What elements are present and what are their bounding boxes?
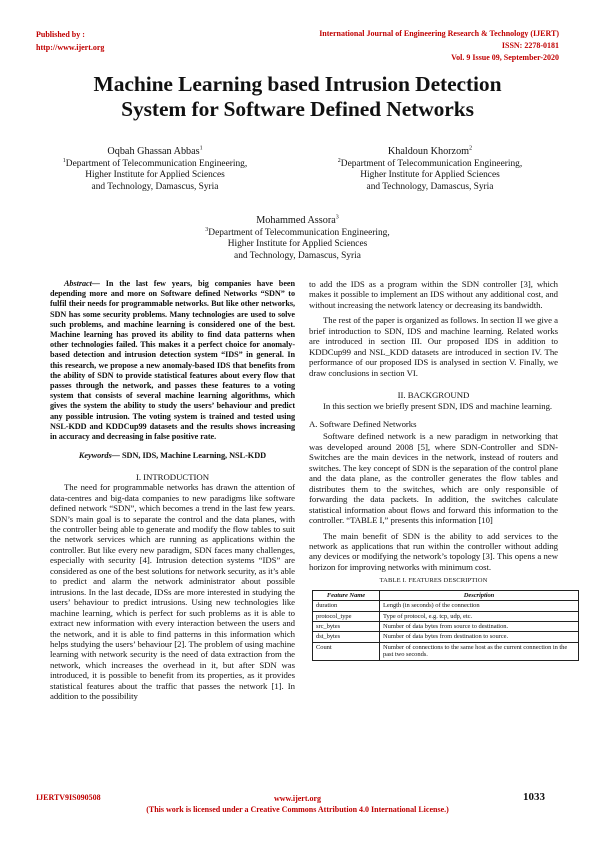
- table-row: [313, 622, 579, 632]
- right-paragraph-continued: to add the IDS as a program within the SDN controller [3], which makes it possible to implement an IDS without any additional cost, and without increasing the network latency or decreasing its bandwidth.: [309, 279, 558, 310]
- background-intro: In this section we briefly present SDN, IDS and machine learning.: [323, 400, 553, 411]
- affiliation-line: and Technology, Damascus, Syria: [366, 181, 494, 192]
- sdn-paragraph-1: Software defined network is a new paradigm in networking that was developed around 2008 [5], where SDN-Controller and SDN-Switches are the main devices in the network, instead of routers and switches. The key concept of SDN is the separation of the control plane and the data plane, as the controller generates the flow tables and distributes them to the switches, which are only responsible of forwarding the data packets. In addition, the switches calculate statistical information about flows and forward this information to the controller. “TABLE I,” presents this information [10]: [309, 431, 558, 526]
- features-table: [312, 590, 579, 661]
- abstract-label: Abstract—: [64, 279, 100, 288]
- author-sup: 2: [469, 145, 473, 152]
- table-header-row: [313, 590, 579, 600]
- affiliation-sup: 2: [337, 157, 341, 164]
- affiliation-line: Higher Institute for Applied Sciences: [85, 170, 225, 181]
- section-heading-background: II. BACKGROUND: [397, 390, 470, 401]
- table-cell: dst_bytes: [313, 632, 380, 642]
- footer-url[interactable]: www.ijert.org: [273, 794, 322, 803]
- organization-paragraph: The rest of the paper is organized as follows. In section II we give a brief introduction to SDN, IDS and machine learning. Related works are introduced in section III. Our proposed IDS in addition to KDDCup99 and NSL_KDD datasets are introduced in section IV. The performance of our proposed IDS is analysed in section V. Finally, we draw conclusions in section VI.: [309, 315, 558, 378]
- author-name: Oqbah Ghassan Abbas: [107, 146, 200, 157]
- page-number: 1033: [523, 791, 545, 803]
- author-block-2: [330, 146, 530, 193]
- table-cell: duration: [313, 601, 380, 611]
- abstract-text: In the last few years, big companies have been depending more and more on Software defined Networks “SDN” to fulfil their needs for programmable networks. But like other networks, SDN has some security problems. Many technologies are used to solve such problems, and machine learning is considered one of the best. Machine learning has proved its ability to find data patterns when other technologies failed. This makes it a perfect choice for anomaly-based detection and intrusion detection system “IDS” in general. In this research, we propose a new anomaly-based IDS that benefits from the ability of SDN to provide statistical features about every flow that passes through the network, and passes these features to a voting system that consists of several machine learning algorithms, which gives the system the ability to study the users’ behaviour and predict any possible intrusion. The voting system is trained and tested using NSL-KDD and KDDCup99 datasets and the results shows increasing in accuracy and decreasing in false positive rate.: [50, 279, 295, 442]
- affiliation-line: and Technology, Damascus, Syria: [234, 250, 361, 261]
- table-header-cell: Description: [380, 590, 579, 600]
- table-row: [313, 632, 579, 642]
- table-header-cell: Feature Name: [313, 590, 380, 600]
- author-block-3: [195, 215, 400, 262]
- affiliation-line: Department of Telecommunication Engineering,: [65, 158, 248, 169]
- header-right: [319, 28, 559, 64]
- affiliation-line: Higher Institute for Applied Sciences: [360, 170, 500, 181]
- section-heading-introduction: I. INTRODUCTION: [135, 471, 210, 482]
- footer-license: (This work is licensed under a Creative Commons Attribution 4.0 International License.): [146, 805, 449, 814]
- table-row: [313, 601, 579, 611]
- issn: ISSN: 2278-0181: [501, 41, 559, 50]
- table-cell: protocol_type: [313, 611, 380, 621]
- table-cell: Type of protocol, e.g. tcp, udp, etc.: [380, 611, 579, 621]
- publisher-url[interactable]: http://www.ijert.org: [36, 43, 105, 52]
- table-cell: Number of connections to the same host as the current connection in the past two seconds.: [380, 642, 579, 660]
- author-block-1: [55, 146, 255, 193]
- table-caption: TABLE I. FEATURES DESCRIPTION: [379, 577, 488, 585]
- table-cell: src_bytes: [313, 622, 380, 632]
- affiliation-sup: 3: [205, 226, 209, 233]
- author-name: Mohammed Assora: [256, 215, 336, 226]
- affiliation-line: Department of Telecommunication Engineering,: [340, 158, 523, 169]
- table-cell: Number of data bytes from destination to source.: [380, 632, 579, 642]
- left-column: [50, 279, 295, 702]
- keywords-text: SDN, IDS, Machine Learning, NSL-KDD: [119, 451, 267, 461]
- title-line-2: System for Software Defined Networks: [121, 97, 474, 121]
- table-cell: Number of data bytes from source to destination.: [380, 622, 579, 632]
- intro-paragraph: The need for programmable networks has drawn the attention of data-centres and big-data companies to new paradigms like software defined network “SDN”, which becomes a trend in the last few years. SDN’s main goal is to separate the control and the data planes, with the controller being able to generate and modify the flow tables to suit the network services which are running as applications within the controller. But like every new paradigm, SDN faces many challenges, especially with security [4]. Intrusion detection systems “IDS” are considered as one of the best solutions for network security, as it’s able to predict and alarm the network administrator about possible intrusions. In the last decade, IDSs are more interested in studying the users’ behaviour to predict intrusions. Using new technologies like machine learning, which is perfect for such problems as it is able to extract new information with every interaction between the users and the network, and it is able to find patterns in this information which helps studying the users’ behaviour [2]. The problem of using machine learning with network security is the need of data extraction from the network, which increases the overhead in it, but after SDN was introduced, it is possible to benefit from its properties, as it provides statistical features about the traffic that passes the network [1]. In addition to the possibility: [50, 482, 295, 702]
- header-left: [36, 28, 104, 54]
- affiliation-sup: 1: [62, 157, 66, 164]
- sdn-paragraph-2: The main benefit of SDN is the ability to add services to the network as applications that run within the controller without adding any devices or modifying the network’s topology [3]. This opens a new horizon for improving networks with minimum cost.: [309, 530, 558, 572]
- keywords: [50, 451, 295, 461]
- affiliation-line: Higher Institute for Applied Sciences: [227, 239, 368, 250]
- table-cell: Count: [313, 642, 380, 660]
- affiliation-line: and Technology, Damascus, Syria: [91, 181, 219, 192]
- author-name: Khaldoun Khorzom: [387, 146, 470, 157]
- author-sup: 1: [199, 145, 203, 152]
- subsection-heading-sdn: A. Software Defined Networks: [309, 418, 417, 429]
- table-row: [313, 642, 579, 660]
- paper-title: [30, 72, 565, 122]
- right-column: [309, 279, 568, 661]
- keywords-label: Keywords—: [78, 451, 120, 461]
- journal-name: International Journal of Engineering Research & Technology (IJERT): [319, 29, 559, 38]
- table-cell: Length (in seconds) of the connection: [380, 601, 579, 611]
- footer-center: [0, 793, 595, 815]
- author-sup: 3: [335, 214, 339, 221]
- title-line-1: Machine Learning based Intrusion Detection: [93, 72, 502, 96]
- table-row: [313, 611, 579, 621]
- volume-issue: Vol. 9 Issue 09, September-2020: [451, 53, 559, 62]
- published-by: Published by :: [36, 30, 85, 39]
- affiliation-line: Department of Telecommunication Engineering,: [208, 227, 390, 238]
- footer-paper-id: IJERTV9IS090508: [36, 793, 101, 802]
- abstract: [50, 279, 295, 442]
